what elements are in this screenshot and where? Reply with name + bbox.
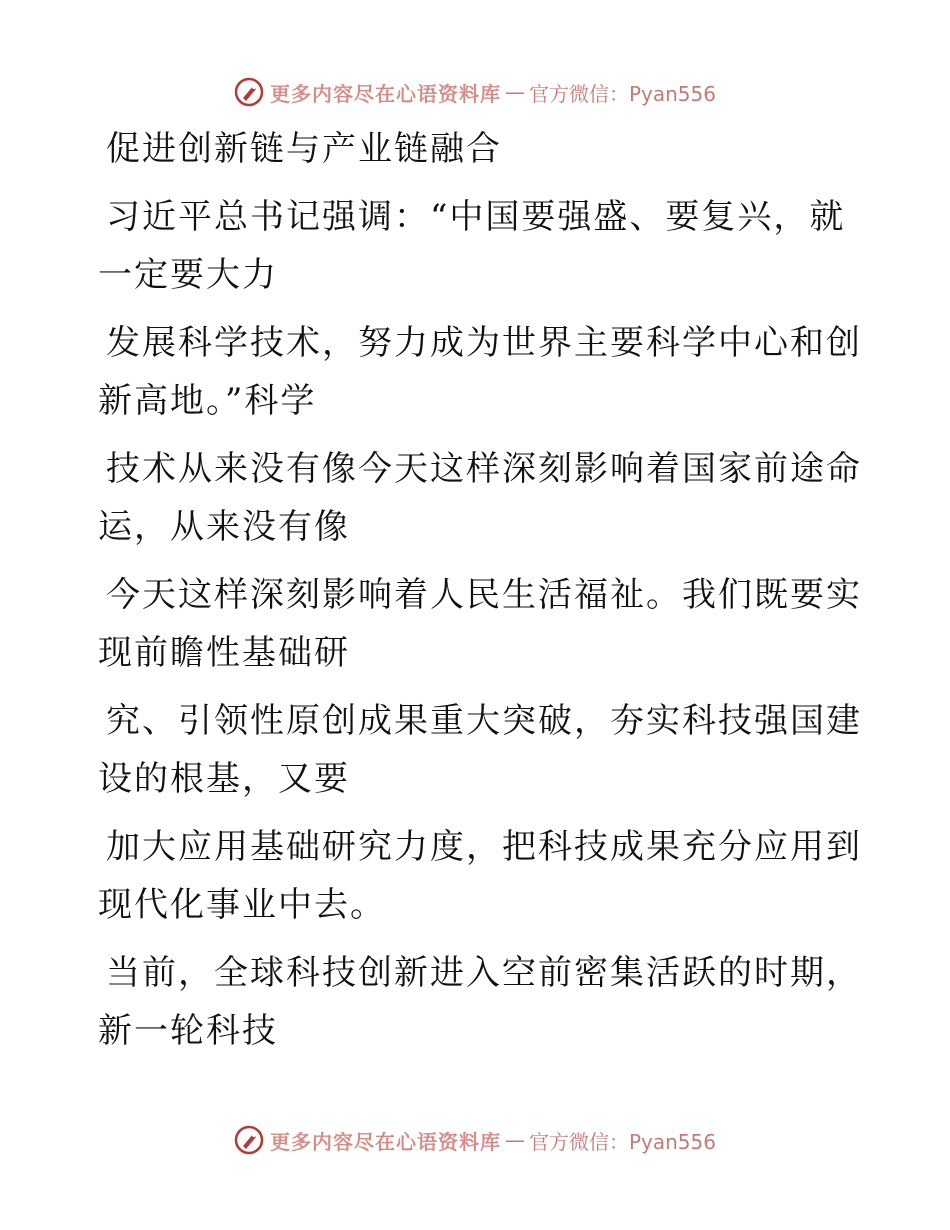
banner-dash: — (504, 80, 525, 104)
pen-nib-logo-icon (234, 1125, 264, 1155)
paragraph-line: 发展科学技术，努力成为世界主要科学中心和创 (106, 323, 862, 363)
header-banner (0, 72, 950, 112)
banner-wechat-label: 官方微信：Pyan556 (528, 1129, 716, 1154)
pen-nib-logo-icon (234, 77, 264, 107)
footer-banner (0, 1120, 950, 1160)
paragraph-line: 究、引领性原创成果重大突破，夯实科技强国建 (106, 701, 862, 741)
paragraph-line: 技术从来没有像今天这样深刻影响着国家前途命 (106, 449, 862, 489)
paragraph-line: 现前瞻性基础研 (98, 633, 350, 673)
paragraph-line: 一定要大力 (98, 255, 278, 295)
paragraph-line: 新一轮科技 (98, 1011, 278, 1051)
paragraph-line: 现代化事业中去。 (98, 885, 386, 925)
paragraph-line: 设的根基，又要 (98, 759, 350, 799)
paragraph-line: 当前，全球科技创新进入空前密集活跃的时期， (106, 953, 862, 993)
paragraph-line: 今天这样深刻影响着人民生活福祉。我们既要实 (106, 575, 862, 615)
document-title: 促进创新链与产业链融合 (106, 129, 502, 169)
banner-dash: — (504, 1128, 525, 1152)
document-body (98, 120, 862, 1060)
banner-site-text: 更多内容尽在心语资料库 (269, 1129, 501, 1154)
paragraph-line: 运，从来没有像 (98, 507, 350, 547)
paragraph-line: 加大应用基础研究力度，把科技成果充分应用到 (106, 827, 862, 867)
banner-wechat-label: 官方微信：Pyan556 (528, 81, 716, 106)
paragraph-line: 习近平总书记强调：“中国要强盛、要复兴，就 (106, 197, 846, 237)
banner-site-text: 更多内容尽在心语资料库 (269, 81, 501, 106)
paragraph-line: 新高地。”科学 (98, 381, 317, 421)
